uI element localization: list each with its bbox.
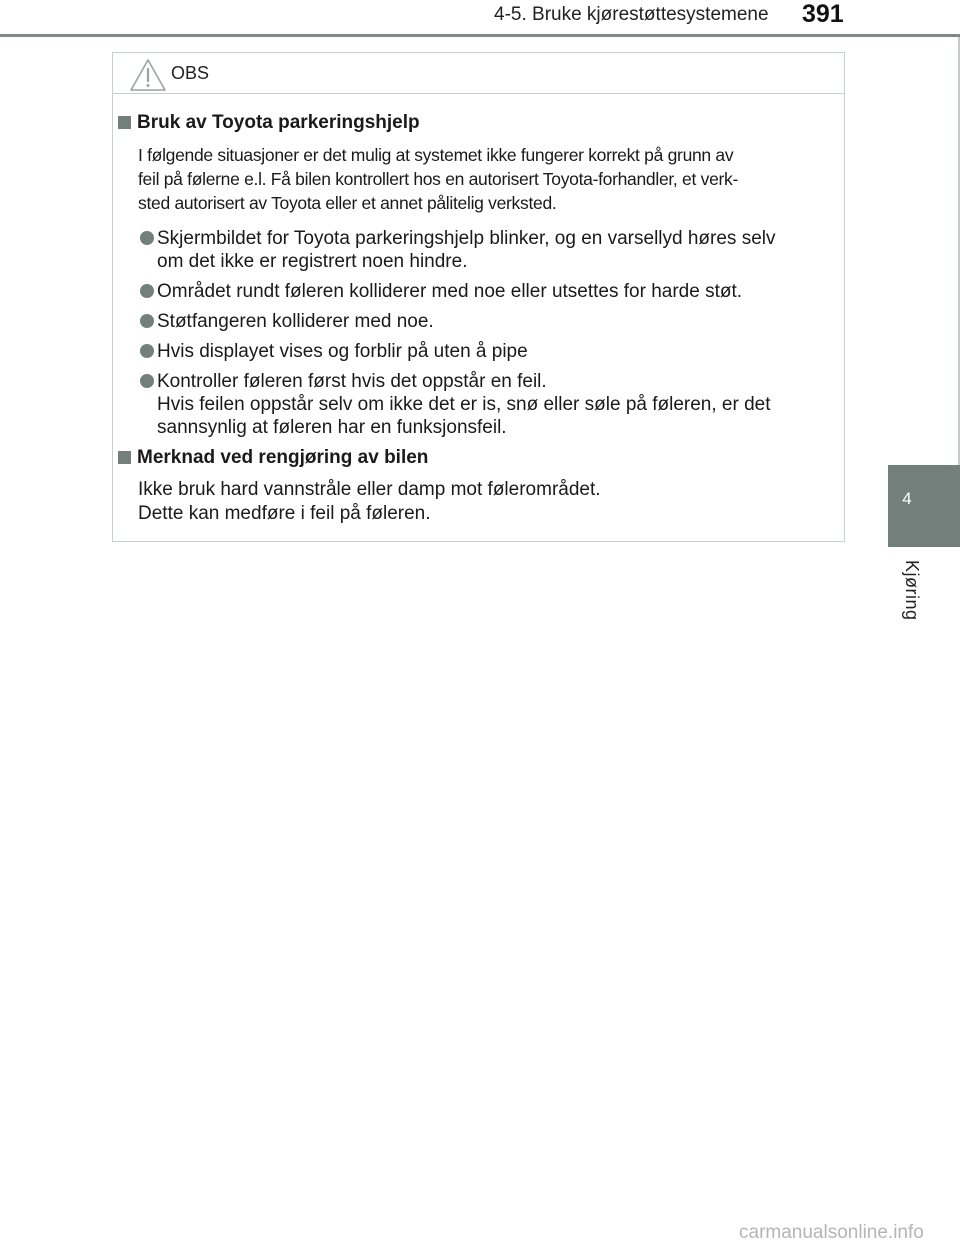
text-line: feil på følerne e.l. Få bilen kontrollert hos en autorisert Toyota-forhandler, et verk- [138,169,739,189]
list-item [113,280,844,303]
text-line: Hvis displayet vises og forblir på uten å pipe [157,341,528,362]
text-line: sannsynlig at føleren har en funksjonsfeil. [157,417,507,438]
cleaning-text [138,478,834,526]
round-bullet-icon [140,374,154,388]
round-bullet-icon [140,284,154,298]
square-bullet-icon [118,116,131,129]
notice-label: OBS [171,63,210,83]
round-bullet-icon [140,344,154,358]
square-bullet-icon [118,451,131,464]
chapter-number: 4 [902,489,912,508]
chapter-label: Kjøring [902,560,922,621]
section-intro-text [138,143,834,215]
page-number: 391 [802,0,844,28]
round-bullet-icon [140,231,154,245]
section-title: 4-5. Bruke kjørestøttesystemene [494,4,769,25]
text-line: Skjermbildet for Toyota parkeringshjelp blinker, og en varsellyd høres selv [157,228,776,249]
list-item [113,227,844,273]
text-line: Kontroller føleren først hvis det oppstår en feil. [157,371,547,392]
list-item [113,310,844,333]
section-heading-parking-assist [113,111,844,135]
notice-header [113,53,844,94]
text-line: I følgende situasjoner er det mulig at systemet ikke fungerer korrekt på grunn av [138,145,734,165]
section-heading-text: Bruk av Toyota parkeringshjelp [137,112,420,133]
text-line: Dette kan medføre i feil på føleren. [138,503,431,524]
condition-list [113,227,844,439]
round-bullet-icon [140,314,154,328]
text-line: sted autorisert av Toyota eller et annet pålitelig verksted. [138,193,557,213]
watermark: carmanualsonline.info [739,1222,924,1243]
section-heading-text: Merknad ved rengjøring av bilen [137,447,429,468]
text-line: Hvis feilen oppstår selv om ikke det er is, snø eller søle på føleren, er det [157,394,771,415]
text-line: Området rundt føleren kolliderer med noe eller utsettes for harde støt. [157,281,743,302]
notice-content [113,111,844,526]
text-line: om det ikke er registrert noen hindre. [157,251,468,272]
list-item [113,340,844,363]
warning-triangle-icon [129,58,167,92]
text-line: Støtfangeren kolliderer med noe. [157,311,434,332]
section-heading-cleaning [113,446,844,470]
header-rule [0,34,960,37]
notice-box [112,52,845,542]
list-item [113,370,844,439]
text-line: Ikke bruk hard vannstråle eller damp mot følerområdet. [138,479,601,500]
